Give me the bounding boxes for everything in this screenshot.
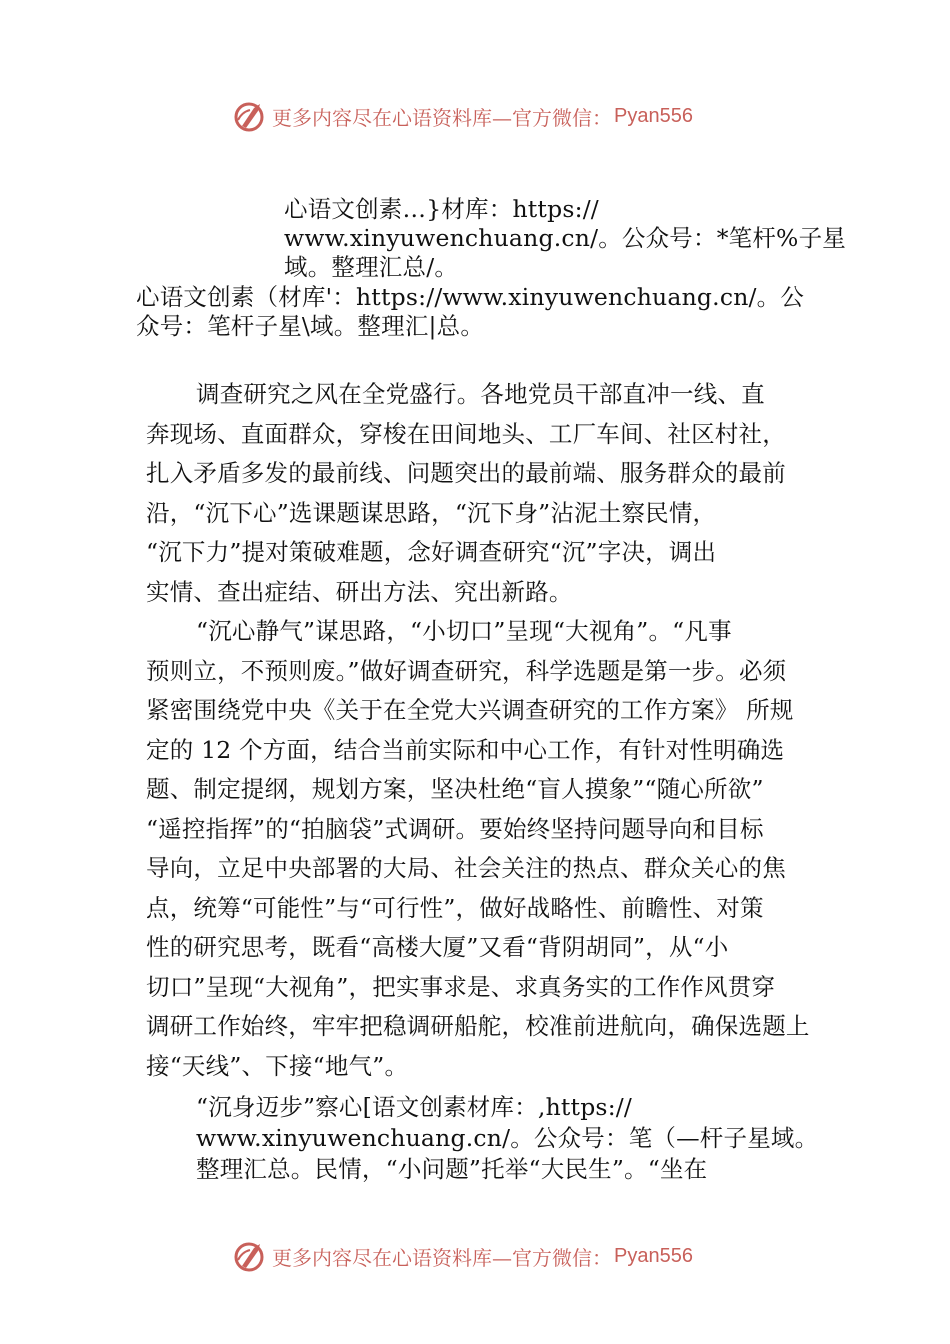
header-banner [232, 96, 693, 136]
text-line: www.xinyuwenchuang.cn/。公众号：*笔杆%子星 [284, 224, 846, 252]
text-line: 奔现场、直面群众，穿梭在田间地头、工厂车间、社区村社， [146, 420, 786, 448]
text-line: 性的研究思考，既看“高楼大厦”又看“背阴胡同”，从“小 [146, 933, 729, 961]
text-line: 点，统筹“可能性”与“可行性”，做好战略性、前瞻性、对策 [146, 894, 764, 922]
banner-text: 更多内容尽在心语资料库—官方微信： [272, 1245, 612, 1270]
text-line: 预则立，不预则废。”做好调查研究，科学选题是第一步。必须 [146, 657, 787, 685]
text-line: “遥控指挥”的“拍脑袋”式调研。要始终坚持问题导向和目标 [146, 815, 764, 843]
footer-banner [232, 1236, 693, 1276]
pen-nib-logo-icon [232, 1238, 268, 1274]
text-line: 定的 12 个方面，结合当前实际和中心工作，有针对性明确选 [146, 736, 785, 764]
text-line: “沉身迈步”察心[语文创素材库：,https:// [196, 1093, 633, 1121]
text-line: 心语文创素…}材库：https:// [284, 195, 599, 223]
text-line: “沉心静气”谋思路，“小切口”呈现“大视角”。“凡事 [196, 617, 732, 645]
text-line: 题、制定提纲，规划方案，坚决杜绝“盲人摸象”“随心所欲” [146, 775, 764, 803]
text-line: 整理汇总。民情，“小问题”托举“大民生”。“坐在 [196, 1155, 708, 1183]
text-line: 调研工作始终，牢牢把稳调研船舵，校准前进航向，确保选题上 [146, 1012, 810, 1040]
banner-wechat-id: Pyan556 [614, 1244, 693, 1267]
text-line: 调查研究之风在全党盛行。各地党员干部直冲一线、直 [196, 380, 765, 408]
text-line: 切口”呈现“大视角”，把实事求是、求真务实的工作作风贯穿 [146, 973, 776, 1001]
text-line: 众号：笔杆子星\域。整理汇|总。 [136, 312, 485, 340]
pen-nib-logo-icon [232, 98, 268, 134]
text-line: 沿，“沉下心”选课题谋思路，“沉下身”沾泥土察民情， [146, 499, 717, 527]
text-line: “沉下力”提对策破难题，念好调查研究“沉”字决，调出 [146, 538, 717, 566]
text-line: 紧密围绕党中央《关于在全党大兴调查研究的工作方案》 所规 [146, 696, 794, 724]
text-line: 实情、查出症结、研出方法、究出新路。 [146, 578, 573, 606]
text-line: 心语文创素（材库'：https://www.xinyuwenchuang.cn/。公 [136, 283, 805, 311]
text-line: 扎入矛盾多发的最前线、问题突出的最前端、服务群众的最前 [146, 459, 786, 487]
text-line: 导向，立足中央部署的大局、社会关注的热点、群众关心的焦 [146, 854, 786, 882]
text-line: 域。整理汇总/。 [284, 253, 459, 281]
banner-wechat-id: Pyan556 [614, 104, 693, 127]
text-line: 接“天线”、下接“地气”。 [146, 1052, 409, 1080]
banner-text: 更多内容尽在心语资料库—官方微信： [272, 105, 612, 130]
text-line: www.xinyuwenchuang.cn/。公众号：笔（—杆子星域。 [196, 1124, 819, 1152]
